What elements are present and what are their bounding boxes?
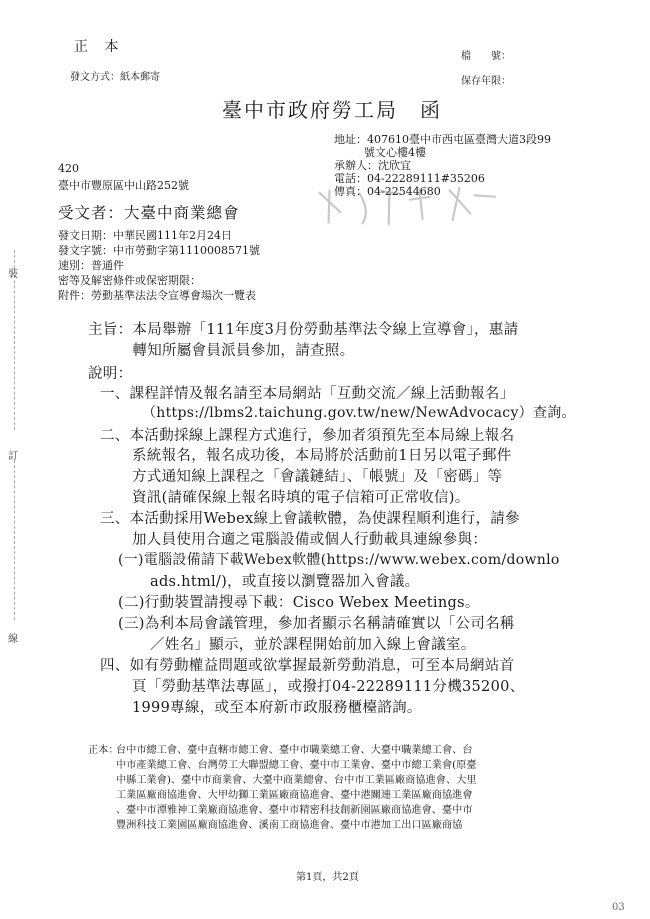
margin-label-staple: 訂 [8, 451, 18, 462]
item-4-line-2: 頁「勞動基準法專區」，或撥打04-22289111分機35200、 [132, 679, 525, 695]
fax: 傳真：04-22544680 [334, 185, 441, 198]
phone: 電話：04-22289111#35206 [334, 172, 485, 185]
item-2-line-2: 系統報名，報名成功後，本局將於活動前1日另以電子郵件 [132, 448, 512, 464]
item-3a-line-1: (一)電腦設備請下載Webex軟體(https://www.webex.com/downlo [118, 552, 560, 568]
original-copy-mark: 正 本 [74, 39, 125, 55]
subject-line-2: 轉知所屬會員派員參加，請查照。 [88, 343, 355, 359]
item-2-line-4: 資訊(請確保線上報名時填的電子信箱可正常收信)。 [132, 490, 470, 506]
cc-line: 中縣工業會)、臺中市商業會、大臺中商業總會、台中市工業區廠商協進會、大里 [116, 775, 477, 786]
binding-line-divider-2 [14, 460, 16, 620]
document-meta [58, 228, 260, 303]
sender-address-line2: 號文心樓4樓 [364, 146, 426, 159]
corner-mark: 03 [612, 902, 625, 913]
document-number: 發文字號：中市勞動字第1110008571號 [58, 244, 260, 257]
send-method: 發文方式：紙本郵寄 [70, 72, 160, 83]
item-4-line-3: 1999專線，或至本府新市政服務櫃檯諮詢。 [132, 700, 422, 716]
margin-label-line: 線 [8, 634, 18, 645]
file-number-label: 檔 號： [461, 51, 511, 62]
item-4-line-1: 四、如有勞動權益問題或欲掌握最新勞動消息，可至本局網站首 [100, 658, 515, 674]
cc-line: 中市產業總工會、台灣勞工大聯盟總工會、臺中市工業會、臺中市總工業會(原臺 [116, 760, 477, 771]
item-3b: (二)行動裝置請搜尋下載：Cisco Webex Meetings。 [118, 595, 480, 611]
recipient-address: 臺中市豐原區中山路252號 [58, 179, 189, 192]
contact-person: 承辦人：沈欣宜 [334, 159, 411, 172]
item-3c-line-1: (三)為利本局會議管理，參加者顯示名稱請確實以「公司名稱 [118, 616, 515, 632]
delivery-speed: 速別：普通件 [58, 259, 124, 272]
subject-line-1: 主旨：本局舉辦「111年度3月份勞動基準法令線上宣導會」，惠請 [88, 322, 519, 338]
cc-line: 豐洲科技工業園區廠商協進會、溪南工商協進會、臺中市港加工出口區廠商協 [116, 820, 463, 831]
cc-line: 、臺中市潭雅神工業廠商協進會、臺中市精密科技創新園區廠商協進會、臺中市 [116, 805, 473, 816]
margin-label-bind: 裝 [8, 269, 18, 280]
item-1-line-1: 一、課程詳情及報名請至本局網站「互動交流／線上活動報名」 [100, 386, 515, 402]
item-2-line-1: 二、本活動採線上課程方式進行，參加者須預先至本局線上報名 [100, 428, 515, 444]
item-3a-line-2: ads.html/)，或直接以瀏覽器加入會議。 [150, 574, 420, 590]
attachment: 附件：勞動基準法法令宣導會場次一覽表 [58, 289, 256, 302]
cc-label: 正本： [88, 745, 119, 756]
explanation-heading: 說明： [88, 366, 133, 382]
item-3c-line-2: ／姓名」顯示，並於課程開始前加入線上會議室。 [150, 637, 476, 653]
issue-date: 發文日期：中華民國111年2月24日 [58, 229, 232, 242]
page-number: 第1頁，共2頁 [296, 872, 359, 883]
security-level: 密等及解密條件或保密期限： [58, 274, 201, 287]
item-1-line-2: （https://lbms2.taichung.gov.tw/new/NewAdvocacy）查詢。 [142, 405, 576, 421]
recipient: 受文者：大臺中商業總會 [58, 204, 240, 222]
cc-line: 工業區廠商協進會、大甲幼獅工業區廠商協進會、臺中港關連工業區廠商協進會 [116, 790, 473, 801]
item-3-line-1: 三、本活動採用Webex線上會議軟體，為使課程順利進行，請參 [100, 511, 520, 527]
postal-code: 420 [58, 162, 79, 175]
item-3-line-2: 加人員使用合適之電腦設備或個人行動載具連線參與： [132, 532, 488, 548]
official-stamp-icon [299, 177, 501, 232]
document-title: 臺中市政府勞工局 函 [222, 98, 442, 122]
item-2-line-3: 方式通知線上課程之「會議鏈結」、「帳號」及「密碼」等 [132, 469, 503, 485]
sender-address-line1: 地址：407610臺中市西屯區臺灣大道3段99 [334, 133, 551, 146]
retention-label: 保存年限： [461, 76, 511, 87]
cc-line: 台中市總工會、臺中直轄市總工會、臺中市職業總工會、大臺中職業總工會、台 [116, 745, 473, 756]
